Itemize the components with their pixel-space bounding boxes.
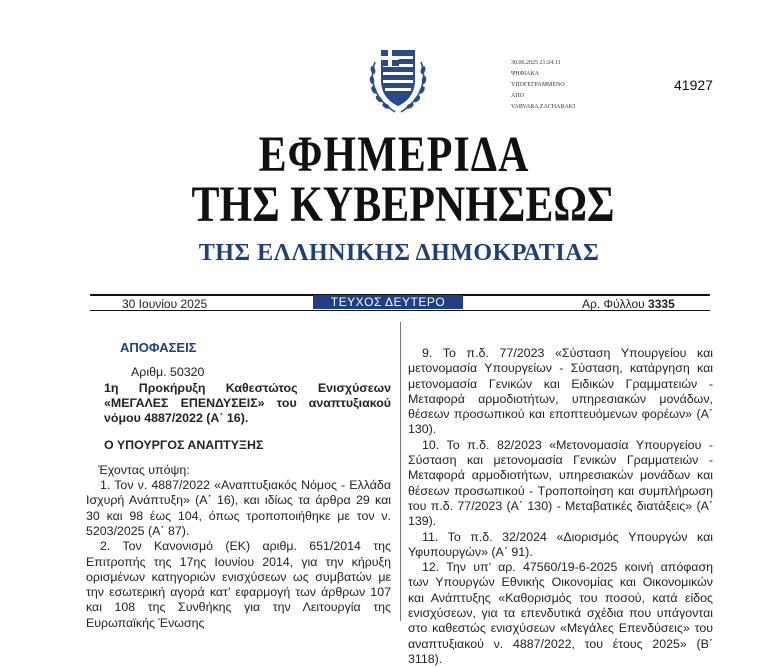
section-heading: ΑΠΟΦΑΣΕΙΣ [120, 340, 197, 355]
column-divider [400, 322, 401, 621]
decision-number: Αριθμ. 50320 [131, 365, 205, 380]
signature-line: ΨΗΦΙΑΚΑ [511, 71, 540, 77]
issue-date: 30 Ιουνίου 2025 [122, 297, 208, 311]
list-item: 10. Το π.δ. 82/2023 «Μετονομασία Υπουργείου - Σύσταση και μετονομασία Γενικών Γραμματειών - Μεταφορά αρμοδιοτήτων, υπηρεσιακών μονάδων και θέσεων προσωπικού - Τροποποίηση και συμπλήρωση του π.δ. 77/2023 (Α΄ 130) - Μεταβατικές διατάξεις» (Α΄ 139). [408, 437, 713, 529]
greek-coat-of-arms-emblem [367, 44, 429, 116]
signature-line: ΥΠΟΓΕΓΡΑΜΜΕΝΟ [511, 82, 565, 88]
digital-signature-block [511, 58, 575, 113]
signature-line: ΑΠΟ [511, 93, 524, 99]
sheet-number [582, 297, 675, 311]
page-number: 41927 [674, 77, 713, 93]
gazette-title-line2: ΤΗΣ ΚΥΒΕΡΝΗΣΕΩΣ [191, 177, 615, 234]
signature-signer: VARVARA ZACHARAKI [511, 104, 576, 110]
issue-series-badge: ΤΕΥΧΟΣ ΔΕΥΤΕΡΟ [313, 295, 463, 309]
gazette-subtitle: ΤΗΣ ΕΛΛΗΝΙΚΗΣ ΔΗΜΟΚΡΑΤΙΑΣ [198, 240, 600, 266]
left-column [86, 340, 391, 631]
minister-heading: Ο ΥΠΟΥΡΓΟΣ ΑΝΑΠΤΥΞΗΣ [104, 438, 264, 453]
right-column [408, 346, 713, 667]
list-item: 11. Το π.δ. 32/2024 «Διορισμός Υπουργών και Υφυπουργών» (Α΄ 91). [408, 529, 713, 559]
sheet-label: Αρ. Φύλλου [582, 297, 645, 311]
signature-date: 30.06.2025 21:24:11 [511, 60, 561, 66]
sheet-number-value: 3335 [648, 297, 675, 311]
list-item: 1. Τον ν. 4887/2022 «Αναπτυξιακός Νόμος - Ελλάδα Ισχυρή Ανάπτυξη» (Α΄ 16), και ιδίως τα άρθρα 29 και 30 και 98 έως 104, όπως τροποποιήθηκε με τον ν. 5203/2025 (Α΄ 87). [86, 478, 391, 538]
gazette-title-line1: ΕΦΗΜΕΡΙΔΑ [258, 127, 530, 184]
decision-title: 1η Προκήρυξη Καθεστώτος Ενισχύσεων «ΜΕΓΑΛΕΣ ΕΠΕΝΔΥΣΕΙΣ» του αναπτυξιακού νόμου 4887/2022 (Α΄ 16). [104, 380, 391, 426]
list-item: 2. Τον Κανονισμό (ΕΚ) αριθμ. 651/2014 της Επιτροπής της 17ης Ιουνίου 2014, για την κήρυξη ορισμένων κατηγοριών ενισχύσεων ως συμβατών με την εσωτερική αγορά κατ’ εφαρμογή των άρθρων 107 και 108 της Συνθήκης για την Λειτουργία της Ευρωπαϊκής Ένωσης [86, 539, 391, 630]
list-item: 12. Την υπ’ αρ. 47560/19-6-2025 κοινή απόφαση των Υπουργών Εθνικής Οικονομίας και Οικονομικών και Ανάπτυξης «Καθορισμός του ποσού, κατά είδος ενισχύσεων, για τα επενδυτικά σχέδια που υπάγονται στο καθεστώς ενισχύσεων «Μεγάλες Επενδύσεις» του αναπτυξιακού ν. 4887/2022, του έτους 2025» (Β΄ 3118). [408, 560, 713, 666]
having-regard: Έχοντας υπόψη: [98, 462, 190, 477]
list-item: 9. Το π.δ. 77/2023 «Σύσταση Υπουργείου και μετονομασία Υπουργείων - Σύσταση, κατάργηση και μετονομασία Γενικών και Ειδικών Γραμματειών - Μεταφορά αρμοδιοτήτων, υπηρεσιακών μονάδων, θέσεων προσωπικού και εποπτευόμενων φορέων» (Α΄ 130). [408, 346, 713, 437]
